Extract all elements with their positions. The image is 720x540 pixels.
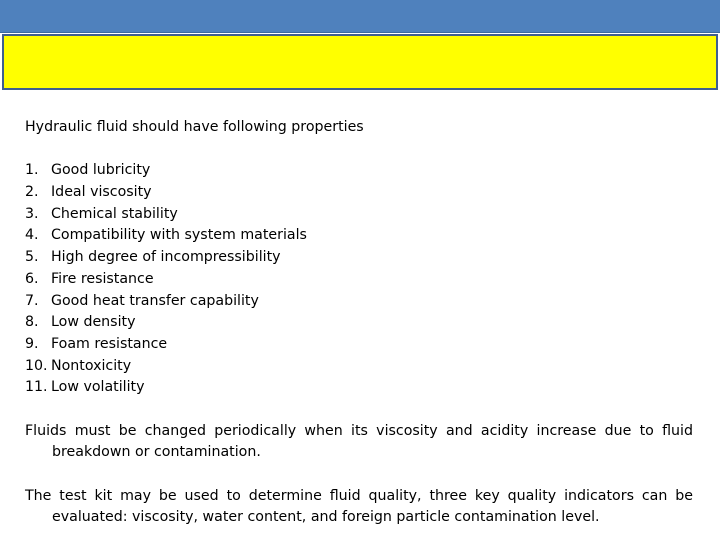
list-item-text: Fire resistance (51, 270, 154, 287)
list-item (25, 160, 693, 182)
list-item (25, 182, 693, 204)
list-item-number: 5. (25, 249, 39, 266)
properties-list (25, 160, 693, 399)
list-item-number: 9. (25, 335, 39, 352)
list-item (25, 356, 693, 378)
list-item (25, 204, 693, 226)
list-item-text: High degree of incompressibility (51, 249, 281, 266)
list-item-text: Compatibility with system materials (51, 227, 307, 244)
list-item-number: 7. (25, 292, 39, 309)
list-item (25, 334, 693, 356)
slide-content (25, 117, 693, 529)
list-item-number: 11. (25, 379, 48, 396)
list-item-text: Low volatility (51, 379, 145, 396)
list-item-number: 1. (25, 162, 39, 179)
list-item (25, 291, 693, 313)
list-item-text: Low density (51, 314, 136, 331)
list-item-text: Ideal viscosity (51, 184, 152, 201)
list-item (25, 247, 693, 269)
list-item-number: 2. (25, 184, 39, 201)
list-item-number: 8. (25, 314, 39, 331)
list-item (25, 269, 693, 291)
list-item-text: Foam resistance (51, 335, 168, 352)
list-item-text: Good heat transfer capability (51, 292, 259, 309)
list-item-number: 4. (25, 227, 39, 244)
list-item-text: Nontoxicity (51, 357, 132, 374)
list-item-number: 6. (25, 270, 39, 287)
list-item (25, 225, 693, 247)
test-kit-paragraph: The test kit may be used to determine fluid quality, three key quality indicators can be evaluated: viscosity, water content, and foreign particle contamination level. (25, 487, 693, 526)
list-item-number: 3. (25, 205, 39, 222)
list-item (25, 312, 693, 334)
fluid-change-paragraph: Fluids must be changed periodically when its viscosity and acidity increase due to fluid breakdown or contamination. (25, 422, 693, 461)
header-bar (0, 0, 720, 33)
list-item-text: Chemical stability (51, 205, 178, 222)
list-item-number: 10. (25, 357, 48, 374)
list-item-text: Good lubricity (51, 162, 151, 179)
title-banner (2, 34, 718, 90)
list-item (25, 377, 693, 399)
intro-text: Hydraulic fluid should have following properties (25, 119, 364, 135)
